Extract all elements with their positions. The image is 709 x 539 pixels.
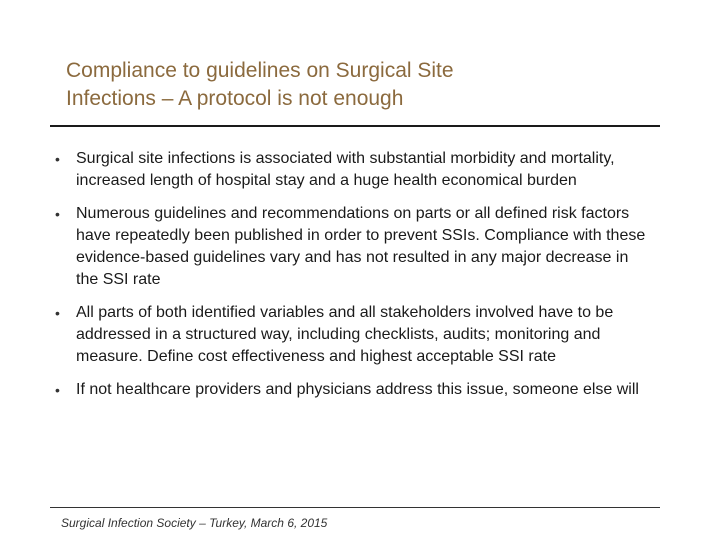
bullet-text: Numerous guidelines and recommendations on parts or all defined risk factors have repeatedly been published in order to prevent SSIs. Compliance with these evidence-based guidelines vary and has not resulted in any major decrease in the SSI rate [76,205,646,288]
footer-divider [50,507,660,508]
slide-title-line-1: Compliance to guidelines on Surgical Site [66,59,454,82]
bullet-text: Surgical site infections is associated with substantial morbidity and mortality, increased length of hospital stay and a huge health economical burden [76,150,615,189]
bullet-item [55,379,655,401]
bullet-marker: • [55,206,60,222]
bullet-item [55,148,655,192]
bullet-list [55,148,655,412]
footer-text: Surgical Infection Society – Turkey, March 6, 2015 [61,516,328,530]
bullet-marker: • [55,151,60,167]
bullet-marker: • [55,305,60,321]
title-divider [50,125,660,127]
bullet-item [55,302,655,368]
bullet-text: If not healthcare providers and physicians address this issue, someone else will [76,381,639,398]
bullet-item [55,203,655,291]
slide-title-line-2: Infections – A protocol is not enough [66,87,404,110]
bullet-text: All parts of both identified variables and all stakeholders involved have to be addressed in a structured way, including checklists, audits; monitoring and measure. Define cost effectiveness and highest acceptable SSI rate [76,304,614,365]
slide-title [66,57,666,113]
bullet-marker: • [55,382,60,398]
